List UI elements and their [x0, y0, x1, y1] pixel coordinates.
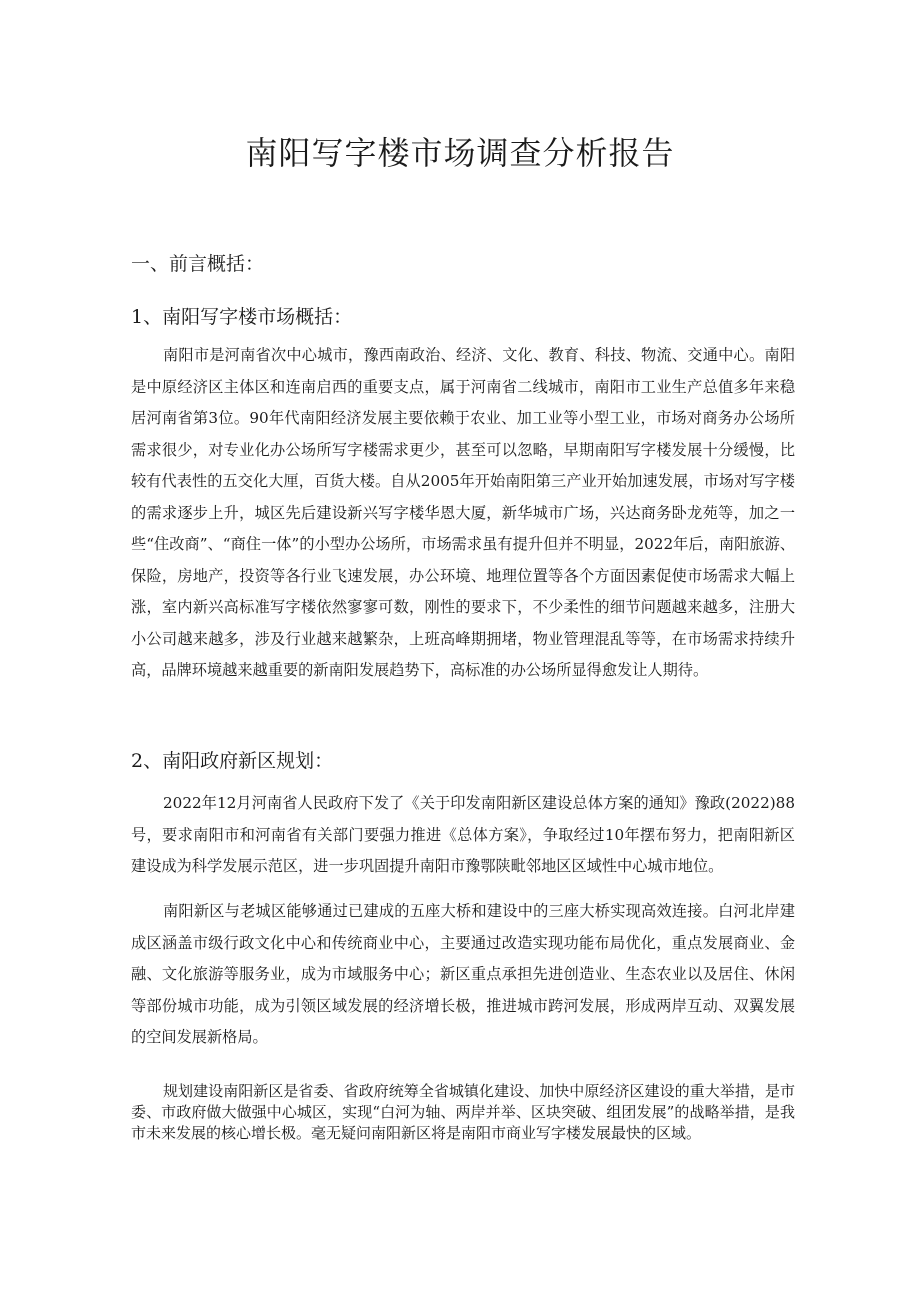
paragraph-market-overview: 南阳市是河南省次中心城市，豫西南政治、经济、文化、教育、科技、物流、交通中心。南阳是中原经济区主体区和连南启西的重要支点，属于河南省二线城市，南阳市工业生产总值多年来稳居河南省第3位。90年代南阳经济发展主要依赖于农业、加工业等小型工业，市场对商务办公场所需求很少，对专业化办公场所写字楼需求更少，甚至可以忽略，早期南阳写字楼发展十分缓慢，比较有代表性的五交化大厘，百货大楼。自从2005年开始南阳第三产业开始加速发展，市场对写字楼的需求逐步上升，城区先后建设新兴写字楼华恩大厦，新华城市广场，兴达商务卧龙苑等，加之一些“住改商”、“商住一体”的小型办公场所，市场需求虽有提升但并不明显，2022年后，南阳旅游、保险，房地产，投资等各行业飞速发展，办公环境、地理位置等各个方面因素促使市场需求大幅上涨，室内新兴高标准写字楼依然寥寥可数，刚性的要求下，不少柔性的细节问题越来越多，注册大小公司越来越多，涉及行业越来越繁杂，上班高峰期拥堵，物业管理混乱等等，在市场需求持续升高，品牌环境越来越重要的新南阳发展趋势下，高标准的办公场所显得愈发让人期待。 — [131, 346, 795, 679]
paragraph-new-district-significance: 规划建设南阳新区是省委、省政府统筹全省城镇化建设、加快中原经济区建设的重大举措，是市委、市政府做大做强中心城区，实现“白河为轴、两岸并举、区块突破、组团发展”的战略举措，是我市未来发展的核心增长极。毫无疑问南阳新区将是南阳市商业写字楼发展最快的区域。 — [131, 1082, 795, 1142]
subsection-heading-market-overview: 1、南阳写字楼市场概括： — [131, 306, 353, 328]
paragraph-new-district-connection: 南阳新区与老城区能够通过已建成的五座大桥和建设中的三座大桥实现高效连接。白河北岸建成区涵盖市级行政文化中心和传统商业中心，主要通过改造实现功能布局优化，重点发展商业、金融、文化旅游等服务业，成为市域服务中心；新区重点承担先进创造业、生态农业以及居住、休闲等部份城市功能，成为引领区域发展的经济增长极，推进城市跨河发展，形成两岸互动、双翼发展的空间发展新格局。 — [131, 902, 795, 1046]
document-title: 南阳写字楼市场调查分析报告 — [245, 134, 675, 172]
section-heading-preface: 一、前言概括： — [131, 253, 265, 275]
paragraph-new-district-notice: 2022年12月河南省人民政府下发了《关于印发南阳新区建设总体方案的通知》豫政(2022)88号，要求南阳市和河南省有关部门要强力推进《总体方案》，争取经过10年摆布努力，把南阳新区建设成为科学发展示范区，进一步巩固提升南阳市豫鄂陕毗邻地区区域性中心城市地位。 — [131, 794, 795, 875]
subsection-heading-new-district-plan: 2、南阳政府新区规划： — [131, 750, 334, 772]
